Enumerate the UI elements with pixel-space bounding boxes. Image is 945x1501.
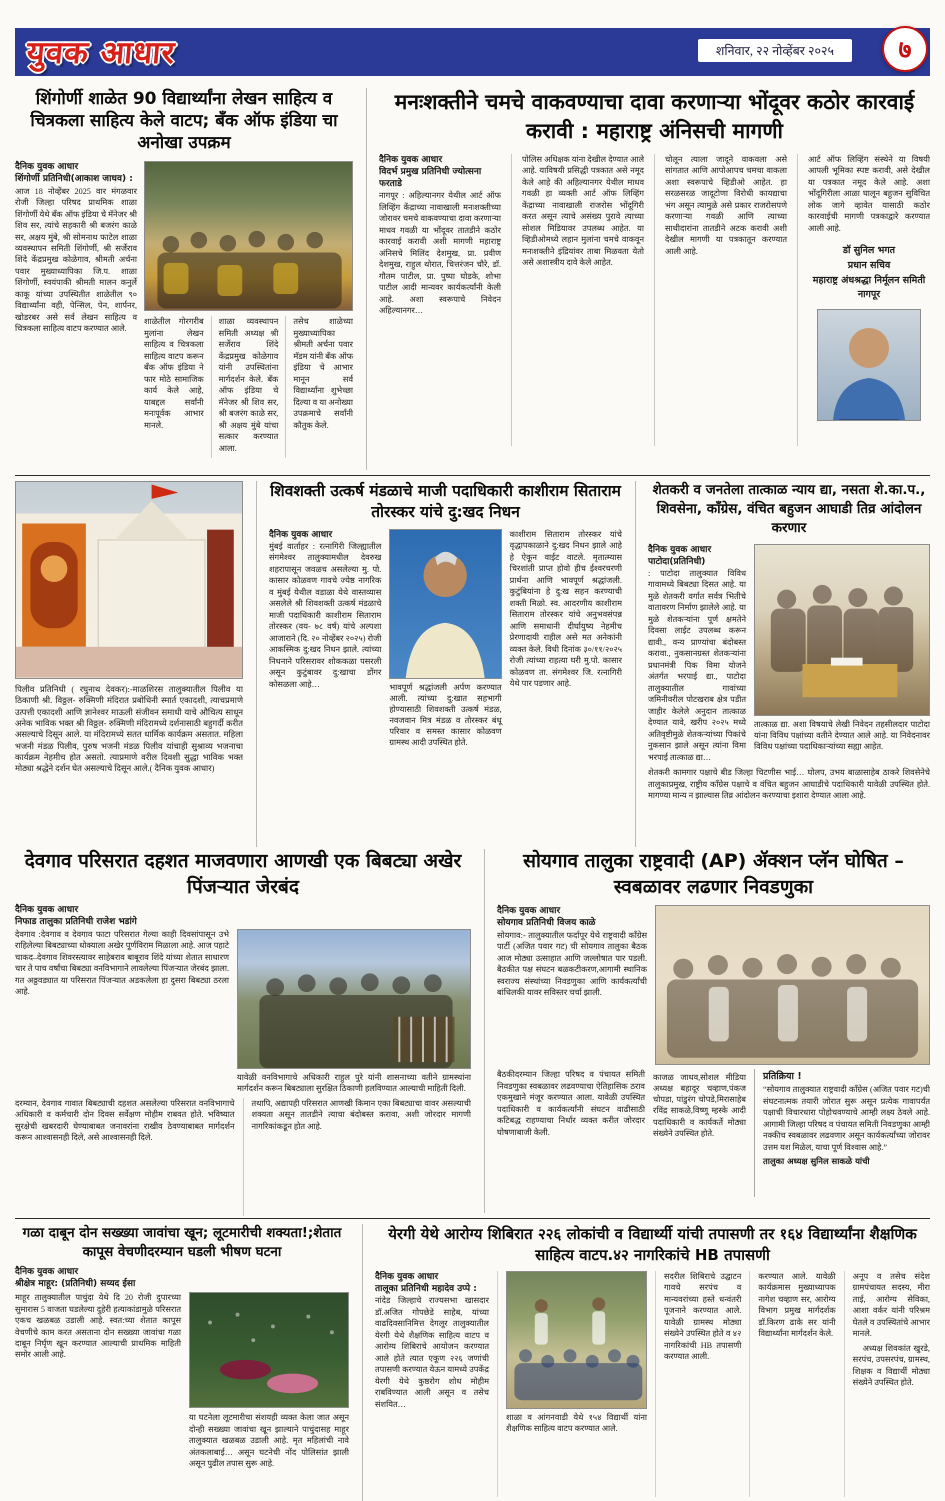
article-school-distribution	[15, 88, 353, 470]
bottom-section	[15, 1224, 930, 1501]
article-text: देवगाव :देवगाव व देवगाव फाटा परिसरात गेल्या काही दिवसांपासून उभे राहिलेल्या बिबट्याच्या धोक्याला अखेर पूर्णविराम मिळाला आहे. आज पहाटे चाकद–देवगाव शिवरस्त्यावर साहेबराव बाबूराव शिंदे यांच्या शेतात साधारण चार ते पाच वर्षांचा बिबट्या वनविभागाने लावलेल्या पिंजऱ्यात जेरबंद झाला. गत अठ्ठवड्यात या परिसरात पिंजऱ्यात अडकलेला हा दुसरा बिबट्या ठरला आहे.	[15, 929, 229, 996]
byline: दैनिक युवक आधार	[497, 906, 561, 917]
school-group-photo	[144, 161, 353, 311]
article-text: माहूर तालुक्यातील पाचुंदा येथे दि 20 रोजी दुपारच्या सुमारास 5 वाजता घडलेल्या दुहेरी हत्याकांडामुळे परिसरात एकच खळबळ उडाली आहे. स्वत:च्या शेतात कापूस वेचणीचे काम करत असताना दोन सख्ख्या जावांचा गळा दाबून निर्घृण खून करण्यात आल्याची प्राथमिक माहिती समोर आली आहे.	[15, 1293, 181, 1360]
attribution-city: नागपूर	[857, 289, 881, 301]
article-text: चोलून त्याला जादूने वाकवला असे सांगतात आणि आपोआपच चमचा वाकला अशा स्वरूपाचे व्हिडीओ आहेत. हा सरळसरळ जादूटोणा विरोधी कायद्याचा भंग असून त्यामुळे असे प्रकार राजरोसपणे करणाऱ्या गवळी आणि त्याच्या साथीदारांना तातडीने अटक करावी अशी देखील मागणी या पत्रकातून करण्यात आली आहे.	[665, 154, 787, 256]
byline-reporter: तालूका प्रतिनिधी महादेव उप्पे :	[375, 1284, 477, 1295]
article-text: पोलिस अधिक्षक यांना देखील देण्यात आले आहे. याविषयी प्रसिद्धी पत्रकात असे नमूद केले आहे की अहिल्यानगर येथील माधव गवळी हा व्यक्ती आर्ट ऑफ लिव्हिंग केंद्राच्या नावाखाली राजरोस भोंदूगिरी करत असून त्याचे असंख्य पुरावे त्याच्या सोशल मिडियावर उपलब्ध आहेत. या व्हिडीओमध्ये लहान मुलांना चमचे वाकवून मनःशक्तीने इंद्रियांवर ताबा मिळवता येतो असे अशास्त्रीय दावे केले आहेत.	[522, 154, 644, 268]
byline-reporter: सोयगाव प्रतिनिधी विजय काळे	[497, 918, 596, 929]
headline-ncp: सोयगाव तालुका राष्ट्रवादी (AP) ॲक्शन प्लॅन घोषित –स्वबळावर लढणार निवडणुका	[523, 850, 904, 898]
byline: दैनिक युवक आधार	[15, 905, 79, 916]
byline: दैनिक युवक आधार	[269, 529, 333, 540]
toraskar-portrait-photo	[389, 529, 501, 679]
article-text: बैठकीदरम्यान जिल्हा परिषद व पंचायत समिती निवडणुका स्वबळावर लढवण्याचा ऐतिहासिक ठराव एकमुखाने मंजूर करण्यात आला. यावेळी उपस्थित पदाधिकारी व कार्यकर्त्यांनी संघटन वाढीसाठी कटिबद्ध राहण्याचा निर्धार व्यक्त करीत जोरदार घोषणाबाजी केली.	[497, 1070, 645, 1137]
students-camp-photo	[506, 1271, 647, 1409]
headline-farmers: शेतकरी व जनतेला तात्काळ न्याय द्या, नसता शे.का.प., शिवसेना, काँग्रेस, वंचित बहुजन आघाडी तिव्र आंदोलन करणार	[652, 482, 926, 536]
lower-middle-section	[15, 849, 930, 1213]
article-text: नागपूर : अहिल्यानगर येथील आर्ट ऑफ लिव्हिंग केंद्राच्या नावाखाली मनःशक्तीच्या जोरावर चमचे वाकवण्याचा दावा करणाऱ्या माधव गवळी या भोंदूवर तातडीने कठोर कारवाई करावी अशी मागणी महाराष्ट्र अंनिसचे मिलिंद देशमुख, प्रा. प्रवीण देशमुख, राहुल थोरात, चित्तरंजन चौरे, डॉ. गौतम पाटील, प्रा. पुष्पा घोडके, शोभा पाटील आदी मान्यवर कार्यकर्त्यांनी केली आहे. अशा स्वरूपाचे निवेदन अहिल्यानगर…	[379, 191, 501, 316]
reaction-text: “सोयगाव तालुक्यात राष्ट्रवादी काँग्रेस (अजित पवार गट)ची संघटनात्मक तयारी जोरात सुरू असून प्रत्येक गावापर्यंत पक्षाची विचारधारा पोहोचवण्याचे आम्ही लक्ष्य ठेवले आहे. आगामी जिल्हा परिषद व पंचायत समिती निवडणुका आम्ही नक्कीच स्वबळावर लढवणार असून कार्यकर्त्यांच्या जोरावर उत्तम यश मिळेल, याचा पूर्ण विश्वास आहे.”	[763, 1085, 930, 1152]
masthead	[15, 28, 930, 76]
attribution-org: महाराष्ट्र अंधश्रद्धा निर्मूलन समिती	[812, 274, 926, 286]
article-text: सोयगाव:- तालुक्यातील फर्दापूर येथे राष्ट्रवादी काँग्रेस पार्टी (अजित पवार गट) ची सोयगाव तालुका बैठक आज मोठ्या उत्साहात आणि जल्लोषात पार पडली. बैठकीत पक्ष संघटन बळकटीकरण,आगामी स्थानिक स्वराज्य संस्थांच्या निवडणुका आणि कार्यकर्त्यांची बांधिलकी यावर सविस्तर चर्चा झाली.	[497, 930, 647, 997]
attribution-title: प्रधान सचिव	[847, 259, 891, 271]
people-silhouette	[238, 930, 470, 1068]
temple-news-item	[15, 481, 243, 847]
byline: दैनिक युवक आधार	[379, 154, 443, 165]
article-text: दरम्यान, देवगाव गावात बिबट्याची दहशत असलेल्या परिसरात वनविभागाचे अधिकारी व कर्मचारी दोन दिवस सर्वेक्षण मोहीम राबवत होते. भविष्यात सुरक्षेची खबरदारी घेण्याबाबत जनावरांना राखीव ठेवण्याबाबत मार्गदर्शन करून आश्वासनही दिले, असे आश्वासनही दिले.	[15, 1098, 235, 1143]
article-health-camp	[362, 1224, 930, 1501]
article-obituary	[256, 481, 622, 847]
byline-reporter: विदर्भ प्रमुख प्रतिनिधी ज्योत्सना फरताडे	[379, 166, 482, 190]
date-label: शनिवार, २२ नोव्हेंबर २०२५	[698, 39, 852, 62]
article-text: तथापि, अद्यापही परिसरात आणखी किमान एका बिबट्याचा वावर असल्याची शक्यता असून तातडीने त्याचा बंदोबस्त करावा, अशी जोरदार मागणी नागरिकांकडून होत आहे.	[251, 1098, 471, 1131]
article-ncp-action-plan	[484, 849, 930, 1213]
section-divider	[15, 1218, 930, 1219]
article-text: नांदेड जिल्हाचे राज्यसभा खासदार डॉ.अजित गोपछेडे साहेब, यांच्या वाढदिवसानिमित्त देगलूर तालुक्यातील येरगी येथे शैक्षणिक साहित्य वाटप व आरोग्य शिबिराचे आयोजन करण्यात आले होते त्यात एकूण २२६ जणांची तपासणी करण्यात येऊन यामध्ये उपकेंद्र येरगी येथे कुष्ठरोग शोध मोहीम राबविण्यात आली असून व तसेच संशयित…	[375, 1296, 489, 1409]
section-divider	[15, 475, 930, 476]
reaction-title: प्रतिक्रिया !	[763, 1071, 802, 1083]
article-text: शाळेतील गोरगरीब मुलांना लेखन साहित्य व चित्रकला साहित्य वाटप करून बँक ऑफ इंडिया ने फार मोठे सामाजिक कार्य केले आहे, याबद्दल सर्वांनी मनःपूर्वक आभार मानले.	[144, 317, 204, 430]
byline-reporter: पाटोदा(प्रतिनिधी)	[648, 556, 706, 567]
ncp-photo-caption: काजळ जाधव,सोशल मीडिया अध्यक्ष बहादूर चव्हाण,पंकज चोपडा, पांडुरंग चोपडे,मिरासाहेब रविंद्र साकळे,विष्णू म्हस्के आदी पदाधिकारी व कार्यकर्ते मोठ्या संख्येने उपस्थित होते.	[653, 1073, 746, 1138]
article-text: काशीराम सिताराम तोरस्कर यांचे वृद्धापकाळाने दु:खद निधन झाले आहे हे ऐकून वाईट वाटले. मृतात्म्यास चिरशांती प्राप्त होवो हीच ईश्वरचरणी प्रार्थना आणि भावपूर्ण श्रद्धांजली. कुटुंबियांना हे दु:ख सहन करण्याची शक्ती मिळो. स्व. आदरणीय काशीराम सिताराम तोरस्कर यांचे अनुभवसंपन्न आणि समाधानी दीर्घायुष्य नेहमीच प्रेरणादायी राहील असे मत अनेकांनी व्यक्त केले. विधी दिनांक ३०/११/२०२५ रोजी त्यांच्या राहत्या घरी मु.पो. कासार कोळवण ता. संगमेश्वर जि. रत्नागिरी येथे पार पडणार आहे.	[509, 529, 622, 689]
article-text: अध्यक्ष शिवकांत खुरडे, सरपंच, उपसरपंच, ग्रामस्थ, शिक्षक व विद्यार्थी मोठ्या संख्येने उपस्थित होते.	[852, 1343, 930, 1388]
attribution-name: डॉ सुनिल भगत	[842, 245, 896, 257]
farmers-photo-caption: तात्काळ द्या. अशा विषयाचे लेखी निवेदन तहसीलदार पाटोदा यांना विविध पक्षांच्या वतीने देण्यात आले आहे. या निवेदनावर विविध पक्षांच्या पदाधिकाऱ्यांच्या सह्या आहेत.	[754, 719, 930, 751]
article-text: सदरील शिबिराचे उद्घाटन गावचे सरपंच व मान्यवरांच्या हस्ते धन्वंतरी पूजनाने करण्यात आले. यावेळी ग्रामस्थ मोठ्या संख्येने उपस्थित होते व ४२ नागरिकांची HB तपासणी करण्यात आली.	[664, 1272, 742, 1362]
people-silhouette	[755, 545, 929, 715]
article-text: मुंबई वार्ताहर : रत्नागिरी जिल्ह्यातील संगमेश्वर तालुक्यामधील देवरुख शहरापासून जवळच असलेल्या मु. पो. कासार कोळवण गावचे ज्येष्ठ नागरिक व मुंबई येथील वडाळा येथे वास्तव्यास असलेले श्री शिवशक्ती उत्कर्ष मंडळाचे माजी पदाधिकारी काशीराम सिताराम तोरस्कर (वय- ७८ वर्ष) यांचे अल्पशा आजाराने (दि. २० नोव्हेंबर २०२५) रोजी आकस्मिक दु:खद निधन झाले. त्यांच्या निधनाने परिसरावर शोककळा पसरली असून कुटुंबावर दु:खाचा डोंगर कोसळला आहे…	[269, 541, 382, 689]
headline-health-camp: येरगी येथे आरोग्य शिबिरात २२६ लोकांची व विद्यार्थ्यी यांची तपासणी तर १६४ विद्यार्थ्यांना शैक्षणिक साहित्य वाटप.४२ नागरिकांचे HB तपासणी	[388, 1225, 917, 1264]
sunil-bhagat-photo	[817, 309, 921, 421]
headline-murder: गळा दाबून दोन सख्ख्या जावांचा खून; लूटमारीची शक्यता!;शेतात कापूस वेचणीदरम्यान घडली भीषण घटना	[22, 1225, 342, 1260]
leopard-photo-caption: यावेळी वनविभागाचे अधिकारी राहुल पुरे यांनी शासनाच्या वतीने ग्रामस्थांना मार्गदर्शन करून बिबट्याला सुरक्षित ठिकाणी हलविण्यात आल्याची माहिती दिली.	[237, 1072, 471, 1093]
attribution-block	[808, 244, 930, 303]
article-text: शेतकरी कामगार पक्षाचे बीड जिल्हा चिटणीस भाई… घोलप, उभय बाळासाहेब ठाकरे शिवसेनेचे तालुकाप्रमुख, राष्ट्रीय काँग्रेस पक्षाचे व वंचित बहुजन आघाडीचे पदाधिकारी यावेळी उपस्थित होते. मागण्या मान्य न झाल्यास तिव्र आंदोलन करण्याचा इशारा देण्यात आला आहे.	[648, 768, 930, 801]
headline-school: शिंगोर्णी शाळेत 90 विद्यार्थ्यांना लेखन साहित्य व चित्रकला साहित्य केले वाटप; बँक ऑफ इंडिया चा अनोखा उपक्रम	[30, 89, 338, 154]
temple-photo-caption: पिलीव प्रतिनिधी ( रघुनाथ देवकर):-माळशिरस तालुक्यातील पिलीव या ठिकाणी श्री. विठ्ठल- रुक्मिणी मंदिरात प्रबोधिनी स्मार्त एकादशी, त्याचप्रमाणे उत्पत्ती एकादशी आणि ज्ञानेश्वर माऊली संजीवन समाधी याचे औचित्य साधून अनेक भाविक भक्त श्री विठ्ठल- रुक्मिणी मंदिरामध्ये दर्शनासाठी बहुगर्दी करीत असल्याचे दिसून आले. या मंदिरामध्ये सतत धार्मिक कार्यक्रम असतात. महिला भजनी मंडळ पिलीव, पुरुष भजनी मंडळ पिलीव यांचाही सुश्राव्य भजनाचा कार्यक्रम नेहमीच होत असतो. त्याप्रमाणे वरील दिवशी सुद्धा भाविक भक्त मोठ्या श्रद्धेने दर्शन घेत असल्याचे दिसून आले.( दैनिक युवक आधार)	[15, 685, 243, 774]
reaction-attribution: तालुका अध्यक्ष सुनिल साकळे यांची	[763, 1156, 870, 1167]
portrait-silhouette	[390, 530, 500, 678]
byline: दैनिक युवक आधार	[375, 1272, 439, 1282]
middle-section	[15, 481, 930, 847]
temple-photo	[15, 481, 243, 679]
crime-scene-photo	[189, 1292, 349, 1408]
byline: दैनिक युवक आधार	[15, 162, 79, 173]
top-section	[15, 88, 930, 470]
byline-reporter: शिंगोर्णी प्रतिनिधी(आकाश जाधव) :	[15, 174, 133, 185]
page-number-badge: ७	[882, 26, 928, 72]
article-double-murder	[15, 1224, 349, 1501]
article-text: : पाटोदा तालुक्यात विविध गावामध्ये बिबट्या दिसत आहे. या मुळे शेतकरी वर्गात सर्वत्र भितीचे वातावरण निर्माण झालेले आहे. या मुळे शेतकऱ्यांना पूर्ण क्षमतेने दिवसा लाईट उपलब्ध करून द्यावी., वन्य प्राण्यांचा बंदोबस्त करावा., नुकसानग्रस्त शेतकऱ्यांना प्रधानमंत्री पिक विमा योजने अंतर्गत भरपाई द्या., पाटोदा तालुक्यातील गावांच्या जमिनीवरील पोटखराब क्षेत्र पडीत जाहीर केलेले अनुदान तात्काळ देण्यात यावे, खरीप २०२५ मध्ये अतिवृष्टीमुळे शेतकऱ्यांच्या पिकांचे नुकसान झाले असून त्यांना विमा भरपाई तात्काळ द्या…	[648, 568, 746, 762]
obituary-photo-caption: भावपूर्ण श्रद्धांजली अर्पण करण्यात आली. त्यांच्या दु:खात सहभागी होण्यासाठी शिवशक्ती उत्कर्ष मंडळ, नवजवान मित्र मंडळ व तोरस्कर बंधू परिवार व समस्त कासार कोळवण ग्रामस्थ आदी उपस्थित होते.	[389, 682, 502, 748]
leopard-cage-group-photo	[237, 929, 471, 1069]
byline-reporter: श्रीक्षेत्र माहूर: (प्रतिनिधी) सय्यद ईसा	[15, 1278, 136, 1289]
newspaper-logo: युवक आधार	[25, 35, 177, 71]
reaction-quote-box	[754, 1069, 930, 1197]
byline-reporter: निफाड तालुका प्रतिनिधी राजेश भडांगे	[15, 917, 137, 928]
article-text: तसेच शाळेच्या मुख्याध्यापिका श्रीमती अर्चना पवार मॅडम यांनी बँक ऑफ इंडिया चे आभार मानून सर्व विद्यार्थ्यांना शुभेच्छा दिल्या व या अनोख्या उपक्रमाचे सर्वांनी कौतुक केले.	[293, 317, 353, 430]
temple-illustration	[16, 482, 242, 678]
article-text: करण्यात आले. यावेळी कार्यक्रमास मुख्याध्यापक नागेश चव्हाण सर, आरोग्य विभाग प्रमुख मार्गदर्शक डॉ.किरण ढाके सर यांनी विद्यार्थ्यांना मार्गदर्शन केले.	[758, 1272, 836, 1339]
camp-photo-caption: शाळा व आंगनवाडी येथे १५४ विद्यार्थी यांना शैक्षणिक साहित्य वाटप करण्यात आले.	[506, 1413, 647, 1434]
headline-anis: मनःशक्तीने चमचे वाकवण्याचा दावा करणाऱ्या भोंदूवर कठोर कारवाई करावी : महाराष्ट्र अंनिसची मागणी	[394, 90, 915, 144]
article-farmers-demand	[635, 481, 930, 847]
article-text: शाळा व्यवस्थापन समिती अध्यक्ष श्री सर्जेराव शिंदे केंद्रप्रमुख कोळेगाव यांनी उपस्थितांना मार्गदर्शन केले. बँक ऑफ इंडिया चे मॅनेजर श्री शिव सर, श्री बजरंग काळे सर, श्री अक्षय मुंबे यांचा सत्कार करण्यात आला.	[218, 317, 279, 453]
headline-leopard: देवगाव परिसरात दहशत माजवणारा आणखी एक बिबट्या अखेर पिंजऱ्यात जेरबंद	[24, 850, 462, 898]
article-text: अनूप व तसेच संदेश ग्रामपंचायत सदस्य, मीरा ताई, आरोग्य सेविका, आशा वर्कर यांनी परिश्रम घेतले व उपस्थितांचे आभार मानले.	[852, 1272, 930, 1339]
byline: दैनिक युवक आधार	[648, 544, 712, 555]
portrait-silhouette	[818, 310, 920, 420]
ncp-meeting-photo	[655, 905, 930, 1065]
people-silhouette	[145, 162, 352, 310]
article-leopard-caged	[15, 849, 471, 1213]
article-anis-demand	[366, 88, 930, 470]
memorandum-handover-photo	[754, 544, 930, 716]
byline: दैनिक युवक आधार	[15, 1266, 79, 1277]
field-illustration	[190, 1293, 348, 1407]
article-text: या घटनेला लूटमारीचा संशयही व्यक्त केला जात असून दोन्ही सख्ख्या जावांचा खून झाल्याने पाचुंदासह माहूर तालुक्यात खळबळ उडाली आहे. मृत महिलांची नावे अंतकलाबाई… असून घटनेची नोंद पोलिसांत झाली असून पुढील तपास सुरू आहे.	[189, 1413, 349, 1468]
headline-obituary: शिवशक्ती उत्कर्ष मंडळाचे माजी पदाधिकारी काशीराम सिताराम तोरस्कर यांचे दु:खद निधन	[270, 482, 621, 521]
people-silhouette	[656, 906, 929, 1064]
article-text: आर्ट ऑफ लिव्हिंग संस्थेने या विषयी आपली भूमिका स्पष्ट करावी, असे देखील या पत्रकात नमूद केले आहे. अशा भोंदूगिरीला आळा घालून बहुजन सुविचित लोक जागे व्हावेत यासाठी कठोर कारवाईची मागणी पत्रकाद्वारे करण्यात आली आहे.	[808, 154, 930, 233]
people-silhouette	[507, 1272, 646, 1408]
article-text: आज 18 नोव्हेंबर 2025 वार मंगळवार रोजी जिल्हा परिषद प्राथमिक शाळा शिंगोर्णी येथे बँक ऑफ इंडिया चे मॅनेजर श्री शिव सर, त्यांचे सहकारी श्री बजरंग काळे सर, अक्षय मुंबे, श्री सोमनाथ फाटेल शाळा व्यवस्थापन समिती शिंगोर्णी, श्री सर्जेराव शिंदे केंद्रप्रमुख कोळेगाव, श्रीमती अर्चना पवार मुख्याध्यापिका जि.प. शाळा शिंगोर्णी, स्वयंपाकी श्रीमती मालन कनुर्ले काकू यांच्या उपस्थितीत शाळेतील ९० विद्यार्थ्यांना वही, पेन्सिल, पेन, शार्पनर, खोडरबर असे सर्व लेखन साहित्य व चित्रकला साहित्य वाटप करण्यात आले.	[15, 186, 137, 334]
